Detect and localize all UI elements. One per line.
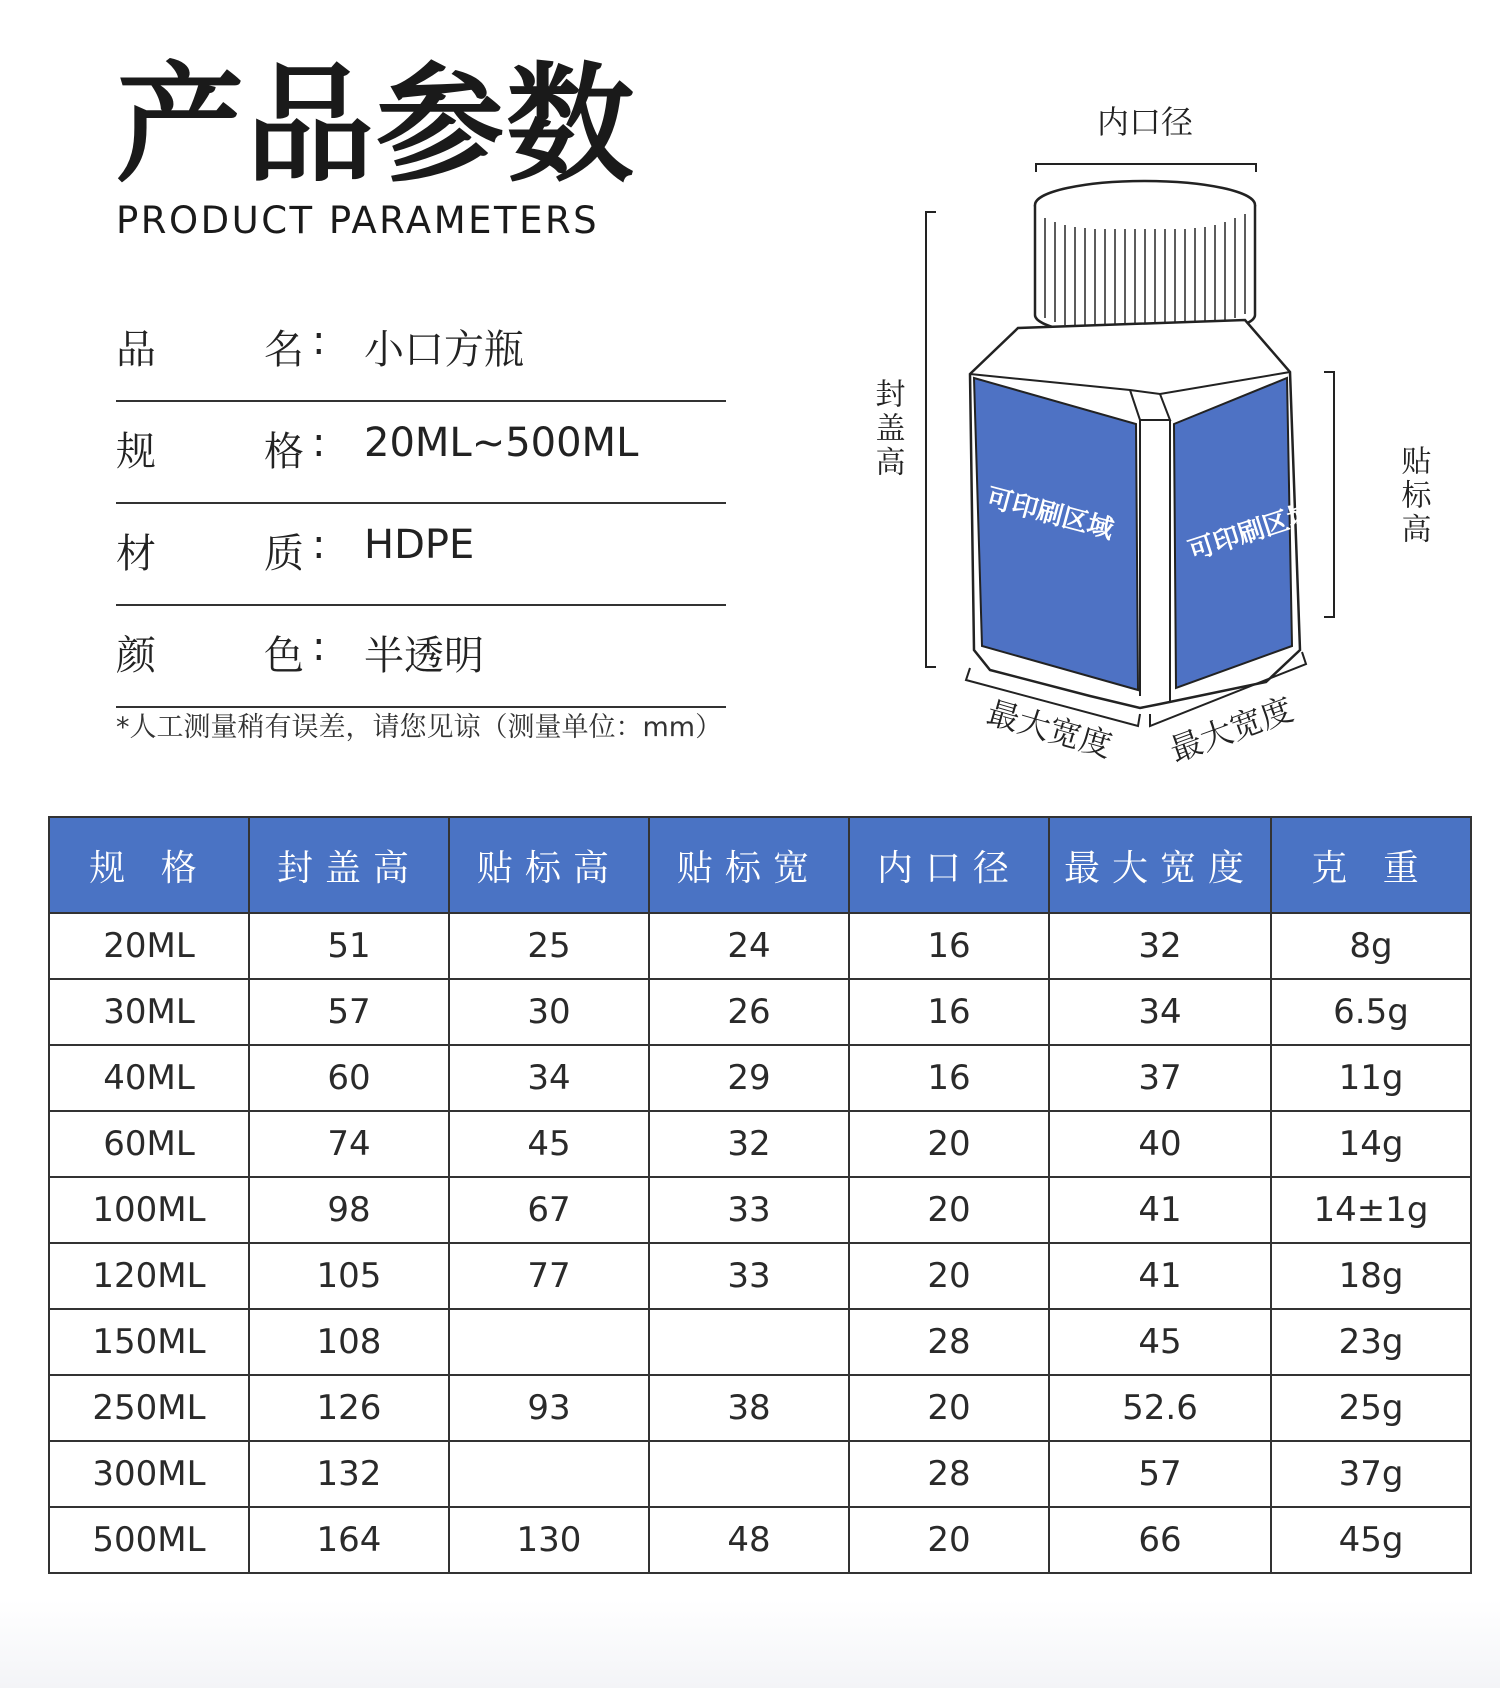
param-colon: :	[312, 522, 326, 568]
header-weight: 克 重	[1271, 817, 1471, 913]
header-label-height: 贴标高	[449, 817, 649, 913]
param-label-char1: 规	[116, 429, 156, 475]
table-cell	[449, 1441, 649, 1507]
table-cell: 120ML	[49, 1243, 249, 1309]
table-cell: 20	[849, 1375, 1049, 1441]
table-cell: 250ML	[49, 1375, 249, 1441]
param-row-material	[116, 504, 726, 606]
product-params	[116, 300, 726, 708]
table-cell: 34	[449, 1045, 649, 1111]
table-cell: 30ML	[49, 979, 249, 1045]
spec-table	[48, 816, 1472, 1574]
table-cell	[649, 1441, 849, 1507]
table-cell	[449, 1309, 649, 1375]
table-cell: 52.6	[1049, 1375, 1271, 1441]
table-cell: 500ML	[49, 1507, 249, 1573]
table-cell: 20ML	[49, 913, 249, 979]
table-cell: 32	[649, 1111, 849, 1177]
cap-height-bracket	[926, 212, 936, 667]
param-colon: :	[312, 318, 326, 364]
table-cell: 14±1g	[1271, 1177, 1471, 1243]
table-row	[49, 979, 1471, 1045]
table-cell: 28	[849, 1309, 1049, 1375]
table-cell: 20	[849, 1507, 1049, 1573]
print-area-left-label: 可印刷区域	[983, 482, 1117, 546]
table-header-row	[49, 817, 1471, 913]
table-cell: 100ML	[49, 1177, 249, 1243]
param-value: 20ML~500ML	[364, 420, 639, 466]
table-cell: 11g	[1271, 1045, 1471, 1111]
param-label-char2: 格	[264, 429, 304, 475]
table-cell: 37	[1049, 1045, 1271, 1111]
table-cell: 25g	[1271, 1375, 1471, 1441]
param-value: HDPE	[364, 522, 475, 568]
table-cell: 67	[449, 1177, 649, 1243]
table-row	[49, 1309, 1471, 1375]
measurement-note: *人工测量稍有误差，请您见谅（测量单位：mm）	[116, 712, 723, 743]
bottle-cap	[1035, 181, 1255, 337]
param-label-char1: 品	[116, 327, 156, 373]
table-row	[49, 1243, 1471, 1309]
table-cell: 25	[449, 913, 649, 979]
table-cell: 20	[849, 1111, 1049, 1177]
table-cell: 126	[249, 1375, 449, 1441]
table-cell: 41	[1049, 1243, 1271, 1309]
table-cell: 34	[1049, 979, 1271, 1045]
bottom-fade	[0, 1600, 1500, 1688]
table-cell: 33	[649, 1243, 849, 1309]
table-row	[49, 913, 1471, 979]
table-cell: 16	[849, 913, 1049, 979]
table-cell: 18g	[1271, 1243, 1471, 1309]
table-cell: 33	[649, 1177, 849, 1243]
table-cell: 29	[649, 1045, 849, 1111]
param-colon: :	[312, 420, 326, 466]
table-cell: 45	[449, 1111, 649, 1177]
table-cell: 51	[249, 913, 449, 979]
table-cell: 30	[449, 979, 649, 1045]
table-cell: 16	[849, 979, 1049, 1045]
table-cell: 74	[249, 1111, 449, 1177]
header-max-width: 最大宽度	[1049, 817, 1271, 913]
param-label-char1: 颜	[116, 633, 156, 679]
param-row-spec	[116, 402, 726, 504]
param-label-char1: 材	[116, 531, 156, 577]
header-label-width: 贴标宽	[649, 817, 849, 913]
table-row	[49, 1507, 1471, 1573]
table-cell: 45	[1049, 1309, 1271, 1375]
table-cell: 130	[449, 1507, 649, 1573]
table-cell: 40	[1049, 1111, 1271, 1177]
table-cell: 108	[249, 1309, 449, 1375]
table-cell: 41	[1049, 1177, 1271, 1243]
print-area-right-label: 可印刷区域	[1184, 497, 1318, 567]
bottle-diagram	[840, 90, 1431, 790]
inner-diameter-bracket	[1036, 164, 1256, 172]
table-cell: 57	[249, 979, 449, 1045]
table-cell	[649, 1309, 849, 1375]
table-row	[49, 1111, 1471, 1177]
table-cell: 14g	[1271, 1111, 1471, 1177]
table-cell: 60	[249, 1045, 449, 1111]
spec-table-wrapper	[48, 816, 1472, 1574]
param-label-char2: 名	[264, 327, 304, 373]
table-cell: 24	[649, 913, 849, 979]
table-cell: 93	[449, 1375, 649, 1441]
table-cell: 105	[249, 1243, 449, 1309]
table-cell: 37g	[1271, 1441, 1471, 1507]
print-area-left	[974, 378, 1138, 690]
label-height-bracket	[1324, 372, 1334, 617]
param-label-char2: 质	[264, 531, 304, 577]
table-cell: 38	[649, 1375, 849, 1441]
header-inner-diameter: 内口径	[849, 817, 1049, 913]
table-cell: 32	[1049, 913, 1271, 979]
table-body	[49, 913, 1471, 1573]
table-cell: 77	[449, 1243, 649, 1309]
cap-height-label: 封盖高	[869, 378, 905, 480]
table-cell: 300ML	[49, 1441, 249, 1507]
table-cell: 23g	[1271, 1309, 1471, 1375]
table-cell: 132	[249, 1441, 449, 1507]
max-width-right-label: 最大宽度	[1164, 690, 1299, 770]
table-row	[49, 1375, 1471, 1441]
table-cell: 16	[849, 1045, 1049, 1111]
table-cell: 20	[849, 1243, 1049, 1309]
param-row-color	[116, 606, 726, 708]
table-cell: 8g	[1271, 913, 1471, 979]
table-row	[49, 1441, 1471, 1507]
header-cap-height: 封盖高	[249, 817, 449, 913]
label-height-label: 贴标高	[1395, 445, 1431, 547]
param-row-name	[116, 300, 726, 402]
inner-diameter-label: 内口径	[1096, 103, 1194, 141]
table-row	[49, 1045, 1471, 1111]
header-spec: 规 格	[49, 817, 249, 913]
table-row	[49, 1177, 1471, 1243]
table-cell: 40ML	[49, 1045, 249, 1111]
table-cell: 66	[1049, 1507, 1271, 1573]
param-label-char2: 色	[264, 633, 304, 679]
table-cell: 150ML	[49, 1309, 249, 1375]
table-cell: 60ML	[49, 1111, 249, 1177]
param-value: 小口方瓶	[364, 327, 524, 373]
table-cell: 28	[849, 1441, 1049, 1507]
table-cell: 20	[849, 1177, 1049, 1243]
page-title: 产品参数	[116, 51, 637, 200]
table-cell: 26	[649, 979, 849, 1045]
param-colon: :	[312, 624, 326, 670]
table-cell: 164	[249, 1507, 449, 1573]
table-cell: 48	[649, 1507, 849, 1573]
max-width-left-label: 最大宽度	[982, 693, 1117, 765]
param-value: 半透明	[364, 633, 484, 679]
table-cell: 98	[249, 1177, 449, 1243]
table-cell: 57	[1049, 1441, 1271, 1507]
table-cell: 45g	[1271, 1507, 1471, 1573]
page-subtitle: PRODUCT PARAMETERS	[116, 199, 600, 242]
table-cell: 6.5g	[1271, 979, 1471, 1045]
